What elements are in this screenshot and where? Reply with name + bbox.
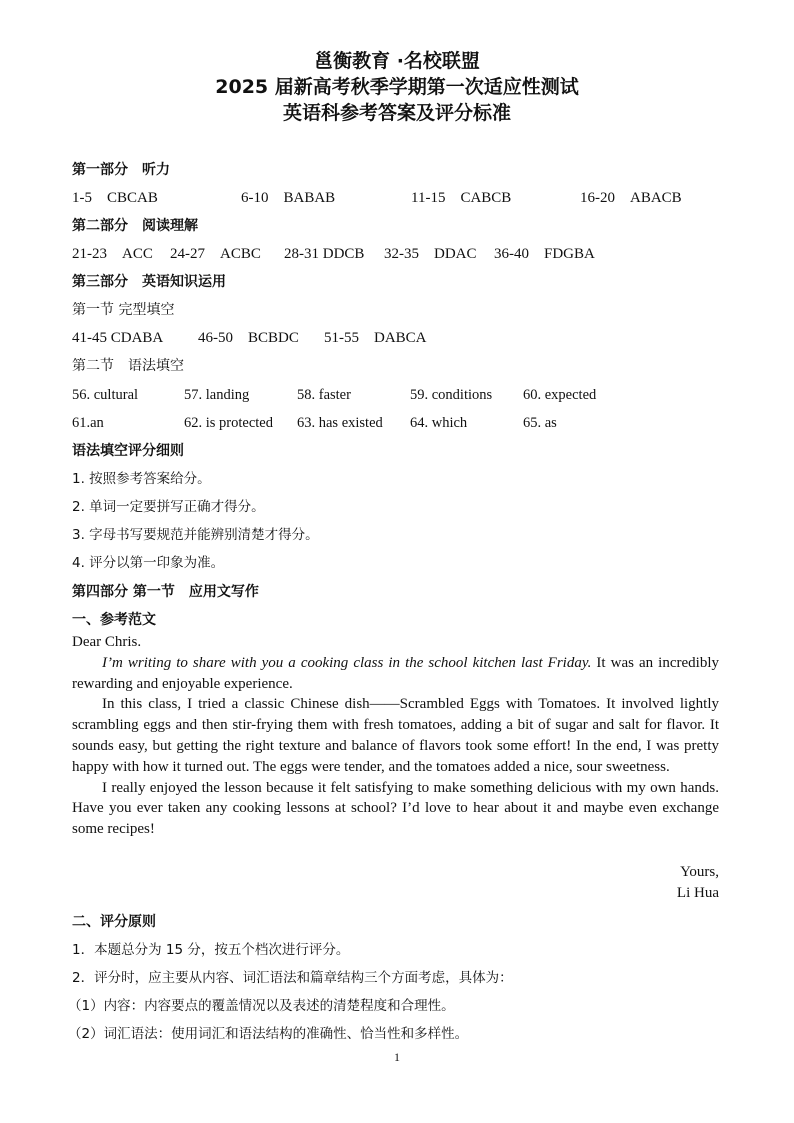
grammar-answer: 64. which bbox=[410, 415, 468, 431]
sample-essay-heading: 一、参考范文 bbox=[72, 612, 156, 628]
scoring-principle-item: 1．本题总分为 15 分，按五个档次进行评分。 bbox=[72, 942, 350, 958]
part3-heading: 第三部分 英语知识运用 bbox=[72, 274, 226, 290]
scoring-principle-item: （1）内容：内容要点的覆盖情况以及表述的清楚程度和合理性。 bbox=[68, 998, 455, 1014]
grammar-answer: 63. has existed bbox=[297, 415, 383, 431]
answer-group: 51-55 DABCA bbox=[324, 330, 427, 346]
grammar-rule-item: 2. 单词一定要拼写正确才得分。 bbox=[72, 499, 265, 515]
grammar-answer: 58. faster bbox=[297, 387, 351, 403]
grammar-answer: 59. conditions bbox=[410, 387, 493, 403]
grammar-answer: 61.an bbox=[72, 415, 104, 431]
answer-group: 32-35 DDAC bbox=[384, 246, 477, 262]
page-number: 1 bbox=[394, 1050, 400, 1064]
part3-section1-heading: 第一节 完型填空 bbox=[72, 302, 175, 318]
answer-group: 21-23 ACC bbox=[72, 246, 153, 262]
sample-letter bbox=[72, 632, 719, 840]
answer-group: 1-5 CBCAB bbox=[72, 190, 158, 206]
part1-answer-row bbox=[72, 188, 722, 208]
part3-section2-heading: 第二节 语法填空 bbox=[72, 358, 184, 374]
answer-group: 28-31 DDCB bbox=[284, 246, 365, 262]
letter-paragraph-2: In this class, I tried a classic Chinese dish——Scrambled Eggs with Tomatoes. It involved lightly scrambling eggs and then stir-frying them with fresh tomatoes, adding a bit of sugar and salt for flavor. It sounds easy, but getting the right texture and balance of flavors took some effort! In the end, I was pretty happy with how it turned out. The eggs were tender, and the tomatoes added a nice, sour sweetness. bbox=[72, 696, 719, 775]
grammar-rules-heading: 语法填空评分细则 bbox=[72, 443, 184, 459]
header-line-1: 邕衡教育 ·名校联盟 bbox=[314, 50, 480, 72]
grammar-rule-item: 1. 按照参考答案给分。 bbox=[72, 471, 211, 487]
part2-answer-row bbox=[72, 244, 722, 264]
grammar-answer: 62. is protected bbox=[184, 415, 273, 431]
scoring-principle-item: （2）词汇语法：使用词汇和语法结构的准确性、恰当性和多样性。 bbox=[68, 1026, 469, 1042]
letter-closing: Yours, bbox=[680, 864, 719, 880]
header-line-2: 2025 届新高考秋季学期第一次适应性测试 bbox=[215, 76, 579, 98]
grammar-answer-row-1 bbox=[72, 385, 722, 405]
letter-paragraph-3: I really enjoyed the lesson because it felt satisfying to make something delicious with my own hands. Have you ever taken any cooking lessons at school? I’d love to hear about it and maybe even exchange some recipes! bbox=[72, 779, 719, 838]
grammar-answer: 60. expected bbox=[523, 387, 597, 403]
header-line-3: 英语科参考答案及评分标准 bbox=[282, 102, 511, 124]
letter-signature: Li Hua bbox=[676, 885, 719, 901]
grammar-answer: 56. cultural bbox=[72, 387, 139, 403]
letter-paragraph-1 bbox=[72, 653, 719, 695]
grammar-answer-row-2 bbox=[72, 413, 722, 433]
part2-heading: 第二部分 阅读理解 bbox=[72, 218, 198, 234]
answer-group: 24-27 ACBC bbox=[170, 246, 261, 262]
grammar-rule-item: 3. 字母书写要规范并能辨别清楚才得分。 bbox=[72, 527, 319, 543]
grammar-answer: 57. landing bbox=[184, 387, 250, 403]
answer-group: 41-45 CDABA bbox=[72, 330, 164, 346]
letter-greeting: Dear Chris. bbox=[72, 634, 142, 650]
answer-group: 36-40 FDGBA bbox=[494, 246, 595, 262]
answer-group: 11-15 CABCB bbox=[411, 190, 512, 206]
scoring-principle-item: 2．评分时，应主要从内容、词汇语法和篇章结构三个方面考虑，具体为： bbox=[72, 970, 513, 986]
part3-section1-answer-row bbox=[72, 328, 722, 348]
scoring-principles-heading: 二、评分原则 bbox=[72, 914, 156, 930]
letter-paragraph-1-rest: It was an incredibly rewarding and enjoyable experience. bbox=[72, 654, 719, 692]
letter-opening-sentence: I’m writing to share with you a cooking class in the school kitchen last Friday. bbox=[102, 654, 592, 671]
part1-heading: 第一部分 听力 bbox=[72, 162, 170, 178]
answer-group: 6-10 BABAB bbox=[241, 190, 336, 206]
grammar-rule-item: 4. 评分以第一印象为准。 bbox=[72, 555, 225, 571]
grammar-answer: 65. as bbox=[523, 415, 557, 431]
answer-group: 46-50 BCBDC bbox=[198, 330, 299, 346]
part4-heading: 第四部分 第一节 应用文写作 bbox=[72, 584, 259, 600]
answer-group: 16-20 ABACB bbox=[580, 190, 682, 206]
